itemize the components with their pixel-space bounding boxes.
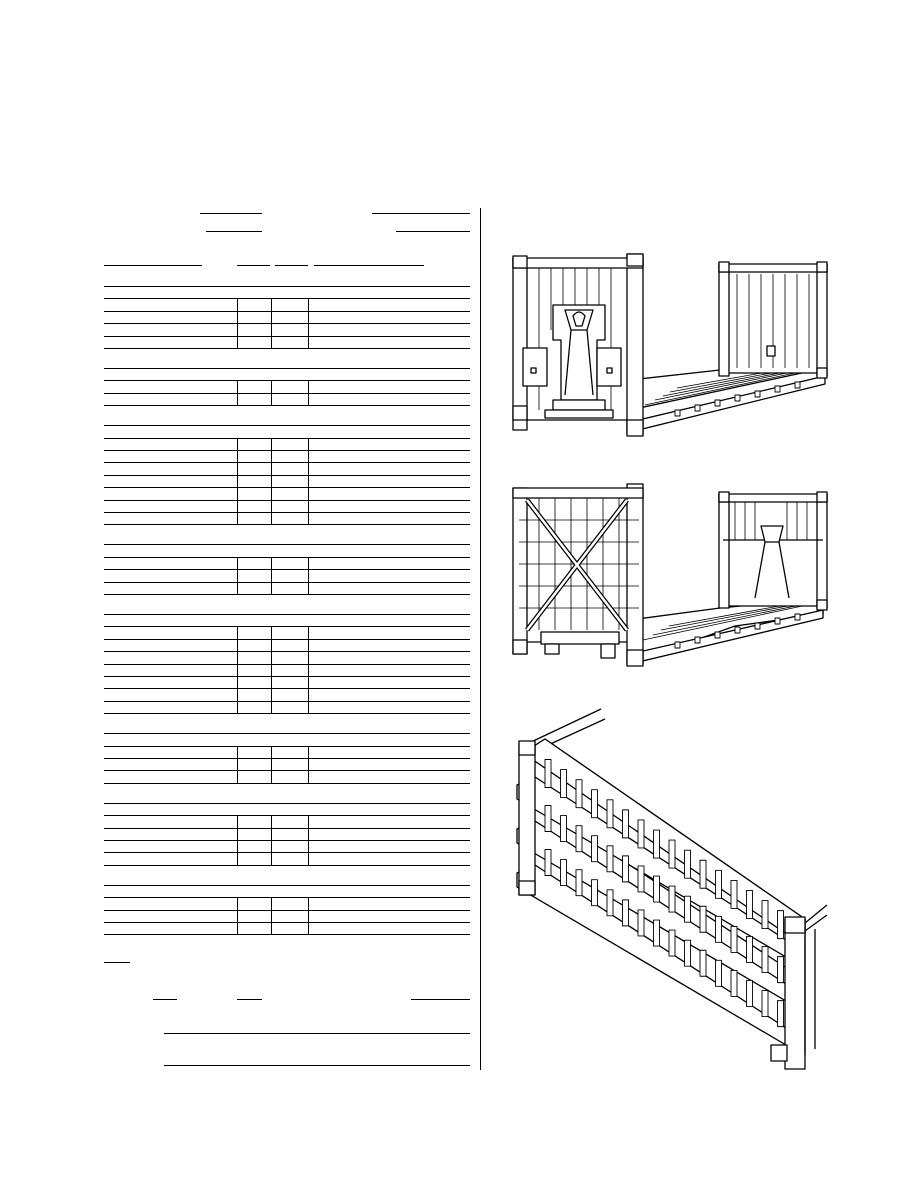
- flatrack-slat: [592, 880, 598, 906]
- table-row[interactable]: [104, 500, 470, 501]
- flatrack-slat: [607, 846, 613, 872]
- flatrack-slat: [561, 860, 567, 886]
- flatrack-slat: [700, 860, 706, 888]
- flatrack-slat: [638, 866, 644, 892]
- flatrack-slat: [747, 936, 753, 962]
- flatrack-slat: [762, 947, 768, 973]
- flatrack-slat: [716, 870, 722, 898]
- header-blank-2[interactable]: [372, 213, 470, 214]
- flatrack-slat: [545, 760, 551, 788]
- flatrack-slat: [607, 890, 613, 916]
- table-row[interactable]: [104, 934, 470, 935]
- table-row[interactable]: [104, 910, 470, 911]
- table-row[interactable]: [104, 462, 470, 463]
- flatrack-slat: [731, 970, 737, 996]
- column-divider: [271, 380, 272, 405]
- flatrack-slat: [623, 810, 629, 838]
- table-row[interactable]: [104, 298, 470, 299]
- flatrack-slat: [576, 826, 582, 852]
- column-divider: [271, 626, 272, 713]
- flatrack-slat: [700, 906, 706, 932]
- table-row[interactable]: [104, 651, 470, 652]
- table-row[interactable]: [104, 311, 470, 312]
- flatrack-slat: [685, 940, 691, 966]
- flatrack-slat: [700, 950, 706, 976]
- flatrack-slat: [561, 770, 567, 798]
- column-divider: [271, 438, 272, 525]
- header-blank-4[interactable]: [396, 231, 470, 232]
- table-row[interactable]: [104, 664, 470, 665]
- flatrack-slat: [778, 957, 784, 983]
- flatrack-end-walls-upright-view: [505, 250, 835, 440]
- table-row[interactable]: [104, 487, 470, 488]
- table-row[interactable]: [104, 512, 470, 513]
- table-row[interactable]: [104, 746, 470, 747]
- column-divider: [237, 438, 238, 525]
- flatracks-stacked-view: [505, 705, 835, 1070]
- table-row[interactable]: [104, 380, 470, 381]
- table-row[interactable]: [104, 524, 470, 525]
- table-row[interactable]: [104, 626, 470, 627]
- column-divider: [308, 815, 309, 865]
- column-divider: [308, 438, 309, 525]
- column-divider: [271, 815, 272, 865]
- flatrack-slat: [716, 916, 722, 942]
- table-row[interactable]: [104, 348, 470, 349]
- flatrack-slat: [669, 840, 675, 868]
- flatrack-slat: [576, 870, 582, 896]
- section-heading-line: [104, 733, 470, 734]
- column-divider: [308, 380, 309, 405]
- column-divider: [308, 897, 309, 934]
- footer-blank-2[interactable]: [237, 999, 262, 1000]
- table-row[interactable]: [104, 594, 470, 595]
- flatrack-slat: [592, 790, 598, 818]
- col-header-b: [275, 265, 308, 266]
- flatrack-slat: [731, 880, 737, 908]
- table-row[interactable]: [104, 475, 470, 476]
- flatrack-slat: [778, 911, 784, 939]
- col-header-remarks: [314, 265, 424, 266]
- column-divider: [308, 746, 309, 783]
- table-row[interactable]: [104, 713, 470, 714]
- flatrack-slat: [592, 836, 598, 862]
- column-divider: [308, 626, 309, 713]
- table-row[interactable]: [104, 676, 470, 677]
- table-row[interactable]: [104, 405, 470, 406]
- table-row[interactable]: [104, 336, 470, 337]
- flatrack-slat: [669, 886, 675, 912]
- section-heading-line: [104, 544, 470, 545]
- flatrack-slat: [762, 991, 768, 1017]
- flatrack-slat: [778, 1001, 784, 1027]
- column-divider: [271, 557, 272, 594]
- table-row[interactable]: [104, 770, 470, 771]
- column-divider: [271, 897, 272, 934]
- note-label-underline: [104, 962, 130, 963]
- section-heading-line: [104, 368, 470, 369]
- flatrack-slat: [638, 910, 644, 936]
- table-row[interactable]: [104, 582, 470, 583]
- table-row[interactable]: [104, 688, 470, 689]
- flatrack-slat: [654, 920, 660, 946]
- flatrack-slat: [623, 856, 629, 882]
- flatrack-slat: [561, 816, 567, 842]
- flatrack-slat: [545, 806, 551, 832]
- column-divider: [237, 298, 238, 348]
- header-blank-1[interactable]: [200, 213, 262, 214]
- flatrack-slat: [747, 890, 753, 918]
- flatrack-slat: [654, 876, 660, 902]
- page-divider: [480, 208, 481, 1070]
- column-divider: [237, 380, 238, 405]
- table-row[interactable]: [104, 815, 470, 816]
- flatrack-slat: [669, 930, 675, 956]
- flatrack-slat: [747, 980, 753, 1006]
- table-row[interactable]: [104, 569, 470, 570]
- table-row[interactable]: [104, 897, 470, 898]
- flatrack-end-wall-folding-view: [505, 480, 835, 670]
- column-divider: [271, 298, 272, 348]
- table-row[interactable]: [104, 323, 470, 324]
- flatrack-slat: [685, 896, 691, 922]
- column-divider: [237, 626, 238, 713]
- flatrack-slat: [731, 926, 737, 952]
- flatrack-slat: [762, 901, 768, 929]
- column-divider: [237, 746, 238, 783]
- table-row[interactable]: [104, 828, 470, 829]
- flatrack-slat: [623, 900, 629, 926]
- section-heading-line: [104, 286, 470, 287]
- table-row[interactable]: [104, 865, 470, 866]
- table-row[interactable]: [104, 639, 470, 640]
- column-divider: [308, 298, 309, 348]
- header-blank-3[interactable]: [206, 231, 262, 232]
- table-row[interactable]: [104, 438, 470, 439]
- flatrack-slat: [654, 830, 660, 858]
- section-heading-line: [104, 425, 470, 426]
- flatrack-slat: [638, 820, 644, 848]
- flatrack-slat: [716, 960, 722, 986]
- flatrack-slat: [545, 850, 551, 876]
- col-header-item: [104, 265, 202, 266]
- table-row[interactable]: [104, 922, 470, 923]
- signature-line-2[interactable]: [164, 1065, 470, 1066]
- table-row[interactable]: [104, 852, 470, 853]
- footer-blank-1[interactable]: [153, 999, 177, 1000]
- flatrack-slat: [576, 780, 582, 808]
- table-row[interactable]: [104, 840, 470, 841]
- table-row[interactable]: [104, 450, 470, 451]
- section-heading-line: [104, 885, 470, 886]
- table-row[interactable]: [104, 701, 470, 702]
- flatrack-slat: [607, 800, 613, 828]
- col-header-a: [237, 265, 270, 266]
- flatrack-slat: [685, 850, 691, 878]
- footer-blank-3[interactable]: [411, 999, 470, 1000]
- column-divider: [237, 557, 238, 594]
- section-heading-line: [104, 803, 470, 804]
- table-row[interactable]: [104, 393, 470, 394]
- table-row[interactable]: [104, 758, 470, 759]
- column-divider: [308, 557, 309, 594]
- column-divider: [237, 815, 238, 865]
- table-row[interactable]: [104, 557, 470, 558]
- section-heading-line: [104, 614, 470, 615]
- column-divider: [271, 746, 272, 783]
- column-divider: [237, 897, 238, 934]
- signature-line-1[interactable]: [164, 1033, 470, 1034]
- table-row[interactable]: [104, 783, 470, 784]
